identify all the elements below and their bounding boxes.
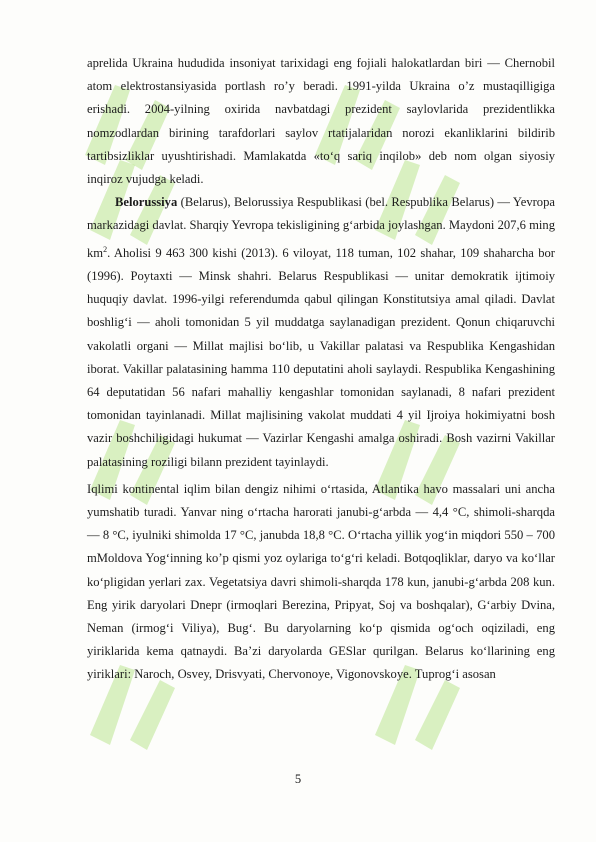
term-belorussiya: Belorussiya [115,195,178,210]
page-number: 5 [294,772,302,786]
paragraph-belarus-text-part1: (Belarus), Belorussiya Respublikasi (bel. Respublika Belarus) — Yevropa markazidagi davlat. Sharqiy Yevropa tekisligining g‘arbida joylashgan. Maydoni 207,6 ming km [87,195,555,260]
body-text [87,52,555,687]
paragraph-belarus-overview [87,191,555,474]
paragraph-ukraine-history: aprelida Ukraina hududida insoniyat tarixidagi eng fojiali halokatlardan biri — Chernobil atom elektrostansiyasida portlash ro’y beradi. 1991-yilda Ukraina o’z mustaqilligiga erishadi. 2004-yilning oxirida navbatdagi prezident saylovlarida prezidentlikka nomzodlardan birining tarafdorlari saylov rtatijalaridan norozi ekanliklarini bildirib tartibsizliklar uyushtirishadi. Mamlakatda «to‘q sariq inqilob» deb nom olgan siyosiy inqiroz vujudga keladi. [87,56,555,187]
paragraph-belarus-text-part2: . Aholisi 9 463 300 kishi (2013). 6 viloyat, 118 tuman, 102 shahar, 109 shaharcha bor (1996). Poytaxti — Minsk shahri. Belarus Respublikasi — unitar demokratik ijtimoiy huquqiy davlat. 1996-yilgi referendumda qabul qilingan Konstitutsiya amal qiladi. Davlat boshlig‘i — aholi tomonidan 5 yil muddatga saylanadigan prezident. Qonun chiqaruvchi vakolatli organi — Millat majlisi bo‘lib, u Vakillar palatasi va Respublika Kengashidan iborat. Vakillar palatasining hamma 110 deputatini aholi saylaydi. Respublika Kengashining 64 deputatidan 56 nafari mahalliy kengashlar tomonidan saylanadi, 8 nafari prezident tomonidan tayinlanadi. Millat majlisining vakolat muddati 4 yil Ijroiya hokimiyatni bosh vazir boshchiligidagi hukumat — Vazirlar Kengashi amalga oshiradi. Bosh vazirni Vakillar palatasining roziligi bilann prezident tayinlaydi. [87,245,555,469]
superscript-2: 2 [103,244,108,254]
paragraph-belarus-climate: Iqlimi kontinental iqlim bilan dengiz nihimi o‘rtasida, Atlantika havo massalari uni ancha yumshatib turadi. Yanvar ning o‘rtacha harorati janubi-g‘arbda — 4,4 °C, shimoli-sharqda — 8 °C, iyulniki shimolda 17 °C, janubda 18,8 °C. O‘rtacha yillik yog‘in miqdori 550 – 700 mMoldova Yog‘inning ko’p qismi yoz oylariga to‘g‘ri keladi. Botqoqliklar, daryo va ko‘llar ko‘pligidan yerlari zax. Vegetatsiya davri shimoli-sharqda 178 kun, janubi-g‘arbda 208 kun. Eng yirik daryolari Dnepr (irmoqlari Berezina, Pripyat, Soj va boshqalar), G‘arbiy Dvina, Neman (irmog‘i Viliya), Bug‘. Bu daryolarning ko‘p qismida og‘och oqiziladi, eng yiriklarida kema qatnaydi. Ba’zi daryolarda GESlar qurilgan. Belarus ko‘llarining eng yiriklari: Naroch, Osvey, Drisvyati, Chervonoye, Vigonovskoye. Tuprog‘i asosan [87,481,555,682]
